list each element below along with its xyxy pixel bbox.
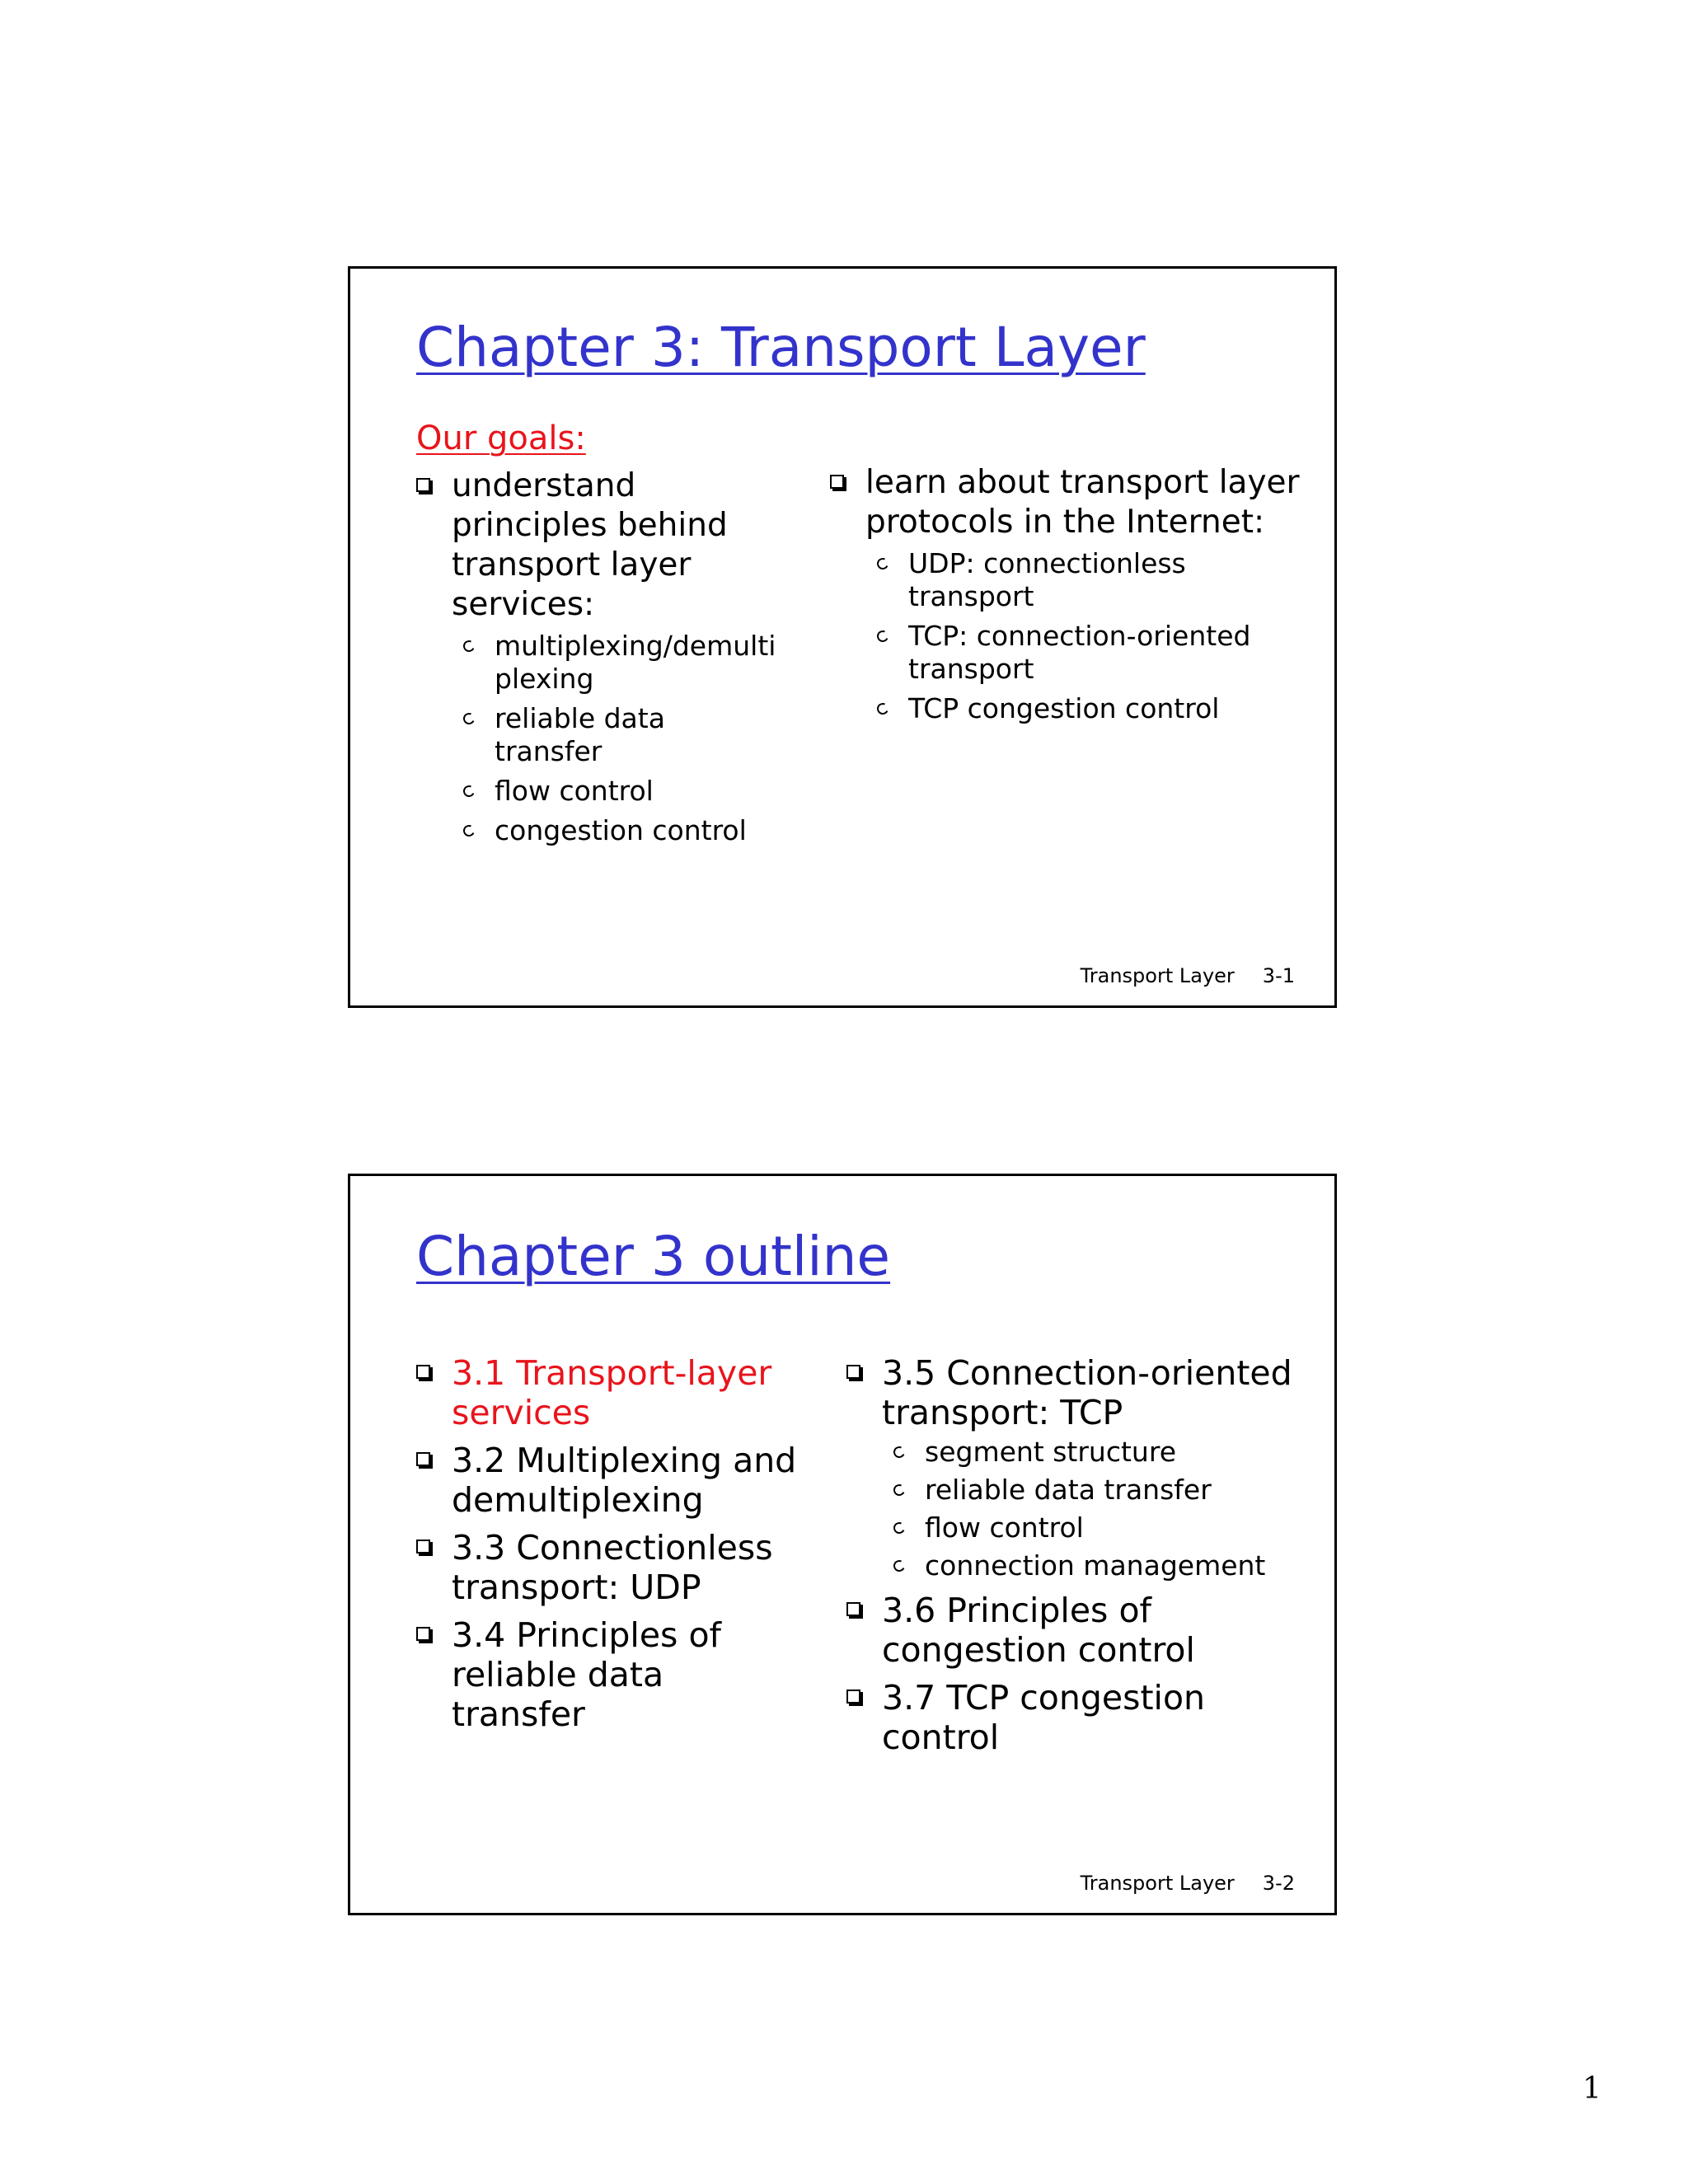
left-column bbox=[415, 1353, 802, 1742]
right-column bbox=[828, 463, 1306, 733]
bullet-item bbox=[415, 1528, 802, 1607]
footer-label: Transport Layer bbox=[1080, 964, 1235, 987]
square-bullet-icon bbox=[416, 1540, 430, 1554]
bullet-text: learn about transport layer protocols in the Internet: bbox=[865, 464, 1300, 541]
circle-bullet-icon bbox=[462, 784, 476, 799]
square-bullet-icon bbox=[416, 478, 430, 492]
bullet-item bbox=[415, 1441, 802, 1520]
sub-bullet-text: flow control bbox=[925, 1511, 1084, 1544]
sub-bullet-text: connection management bbox=[925, 1549, 1266, 1582]
square-bullet-icon bbox=[846, 1690, 860, 1704]
sub-bullet-item bbox=[882, 1511, 1306, 1544]
circle-bullet-icon bbox=[892, 1445, 907, 1460]
slide-title: Chapter 3: Transport Layer bbox=[416, 316, 1146, 379]
circle-bullet-icon bbox=[892, 1521, 907, 1535]
sub-bullet-item bbox=[882, 1474, 1306, 1507]
bullet-item bbox=[845, 1591, 1306, 1670]
square-bullet-icon bbox=[846, 1365, 860, 1379]
right-column bbox=[845, 1353, 1306, 1765]
sub-bullet-text: segment structure bbox=[925, 1436, 1176, 1468]
square-bullet-icon bbox=[416, 1627, 430, 1641]
sub-bullet-item bbox=[882, 1436, 1306, 1469]
sub-bullet-text: congestion control bbox=[495, 814, 747, 846]
sub-bullet-item bbox=[452, 702, 777, 768]
bullet-item bbox=[828, 463, 1306, 725]
square-bullet-icon bbox=[416, 1452, 430, 1466]
bullet-text: 3.2 Multiplexing and demultiplexing bbox=[452, 1441, 797, 1520]
sub-bullet-text: TCP congestion control bbox=[908, 692, 1220, 724]
bullet-text: 3.4 Principles of reliable data transfer bbox=[452, 1615, 721, 1734]
sub-bullet-item bbox=[452, 775, 777, 808]
slide-title: Chapter 3 outline bbox=[416, 1225, 891, 1288]
sub-bullet-text: multiplexing/demultiplexing bbox=[495, 630, 776, 695]
circle-bullet-icon bbox=[875, 556, 890, 571]
sub-bullet-text: TCP: connection-oriented transport bbox=[908, 620, 1251, 685]
left-column bbox=[415, 466, 777, 855]
bullet-text: 3.1 Transport-layer services bbox=[452, 1353, 772, 1432]
sub-bullet-item bbox=[865, 547, 1306, 613]
sub-bullet-item bbox=[882, 1549, 1306, 1582]
circle-bullet-icon bbox=[875, 629, 890, 644]
circle-bullet-icon bbox=[462, 823, 476, 838]
sub-bullet-text: UDP: connectionless transport bbox=[908, 547, 1186, 612]
bullet-item bbox=[845, 1353, 1306, 1582]
slide-footer bbox=[1081, 1872, 1295, 1895]
bullet-item bbox=[415, 466, 777, 847]
bullet-text: 3.7 TCP congestion control bbox=[882, 1678, 1206, 1757]
slide-1 bbox=[348, 266, 1337, 1008]
bullet-text: understand principles behind transport layer services: bbox=[452, 467, 728, 623]
sub-bullet-item bbox=[452, 814, 777, 847]
bullet-text: 3.6 Principles of congestion control bbox=[882, 1591, 1195, 1670]
circle-bullet-icon bbox=[892, 1558, 907, 1573]
bullet-item bbox=[415, 1615, 802, 1734]
sub-bullet-item bbox=[452, 630, 777, 696]
bullet-text: 3.3 Connectionless transport: UDP bbox=[452, 1528, 773, 1607]
footer-label: Transport Layer bbox=[1080, 1872, 1235, 1895]
square-bullet-icon bbox=[846, 1602, 860, 1616]
sheet-page-number: 1 bbox=[1582, 2072, 1601, 2106]
sub-bullet-text: flow control bbox=[495, 775, 654, 807]
slide-2 bbox=[348, 1174, 1337, 1915]
sub-bullet-item bbox=[865, 620, 1306, 686]
sub-bullet-text: reliable data transfer bbox=[925, 1474, 1212, 1506]
sub-bullet-item bbox=[865, 692, 1306, 725]
circle-bullet-icon bbox=[462, 711, 476, 726]
slide-footer bbox=[1081, 964, 1295, 987]
slide-number: 3-2 bbox=[1262, 1872, 1295, 1895]
bullet-text: 3.5 Connection-oriented transport: TCP bbox=[882, 1353, 1292, 1432]
sub-bullet-text: reliable data transfer bbox=[495, 702, 665, 767]
goals-label: Our goals: bbox=[416, 419, 586, 457]
circle-bullet-icon bbox=[462, 639, 476, 654]
bullet-item-current bbox=[415, 1353, 802, 1432]
square-bullet-icon bbox=[830, 475, 844, 489]
square-bullet-icon bbox=[416, 1365, 430, 1379]
bullet-item bbox=[845, 1678, 1306, 1757]
circle-bullet-icon bbox=[875, 701, 890, 716]
slide-number: 3-1 bbox=[1262, 964, 1295, 987]
circle-bullet-icon bbox=[892, 1483, 907, 1497]
